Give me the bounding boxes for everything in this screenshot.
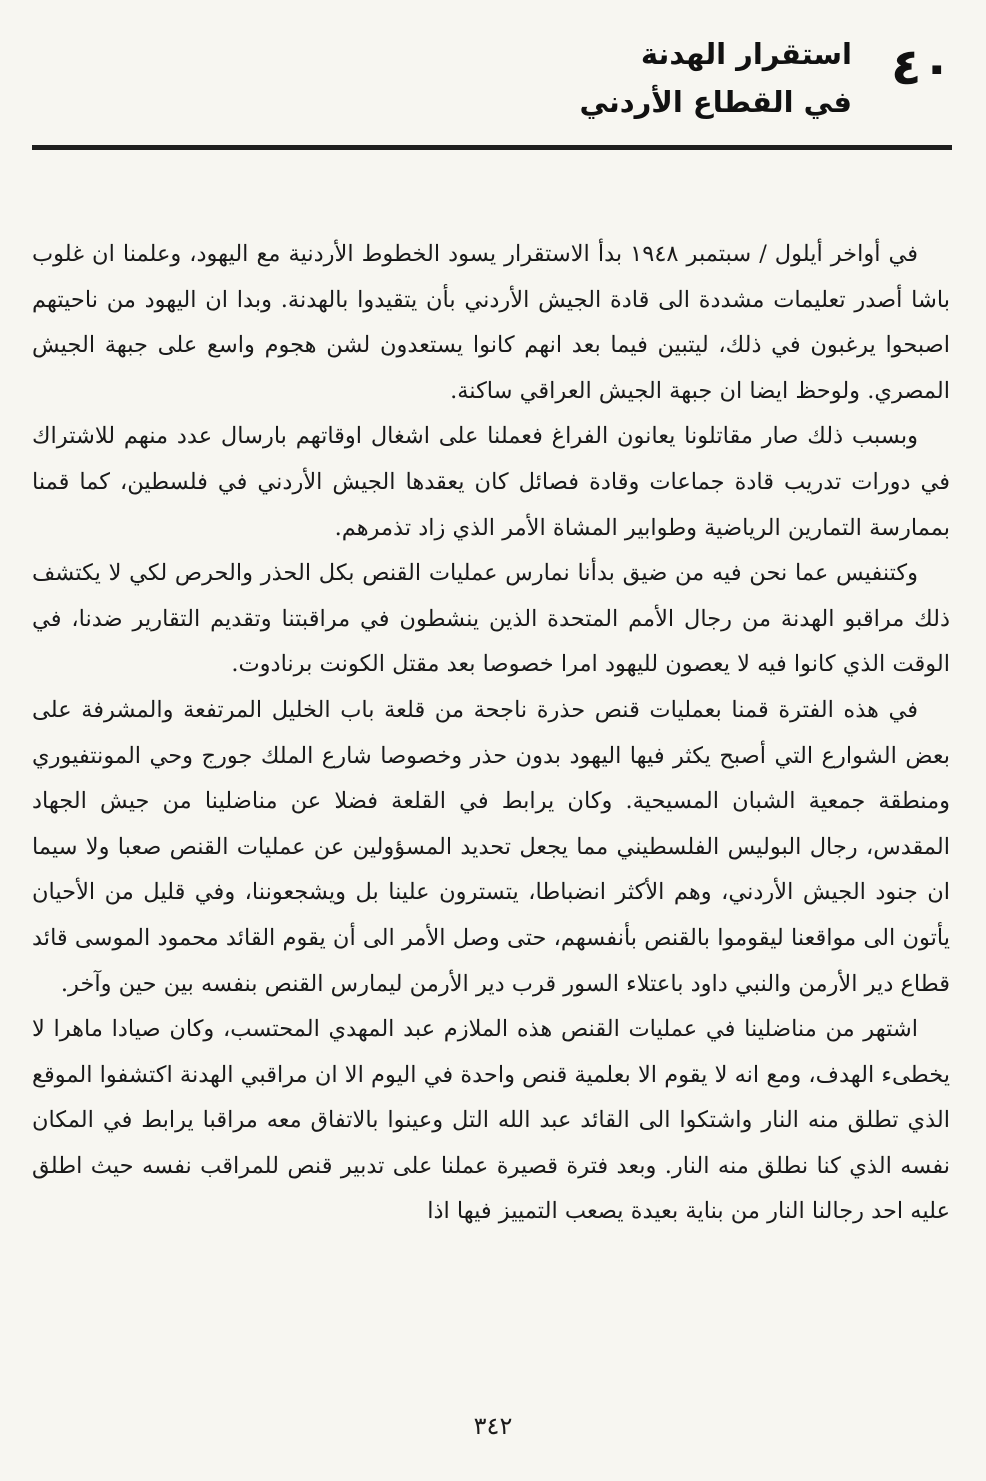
paragraph: وبسبب ذلك صار مقاتلونا يعانون الفراغ فعملنا على اشغال اوقاتهم بارسال عدد منهم للاشتراك في دورات تدريب قادة جماعات وقادة فصائل كان يعقدها الجيش الأردني في فلسطين، كما قمنا بممارسة التمارين الرياضية وطوابير المشاة الأمر الذي زاد تذمرهم. [32,423,950,541]
body-text [32,232,950,1235]
paragraph: في هذه الفترة قمنا بعمليات قنص حذرة ناجحة من قلعة باب الخليل المرتفعة والمشرفة على بعض الشوارع التي أصبح يكثر فيها اليهود بدون حذر وخصوصا شارع الملك جورج وحي المونتفيوري ومنطقة جمعية الشبان المسيحية. وكان يرابط في القلعة فضلا عن مناضلينا من جيش الجهاد المقدس، رجال البوليس الفلسطيني مما يجعل تحديد المسؤولين عن عمليات القنص صعبا ولا سيما ان جنود الجيش الأردني، وهم الأكثر انضباطا، يتسترون علينا بل ويشجعوننا، وفي قليل من الأحيان يأتون الى مواقعنا ليقوموا بالقنص بأنفسهم، حتى وصل الأمر الى أن يقوم القائد محمود الموسى قائد قطاع دير الأرمن والنبي داود باعتلاء السور قرب دير الأرمن ليمارس القنص بنفسه بين حين وآخر. [32,696,950,997]
paragraph: اشتهر من مناضلينا في عمليات القنص هذه الملازم عبد المهدي المحتسب، وكان صيادا ماهرا لا يخطىء الهدف، ومع انه لا يقوم الا بعلمية قنص واحدة في اليوم الا ان مراقبي الهدنة اكتشفوا الموقع الذي تطلق منه النار واشتكوا الى القائد عبد الله التل وعينوا بالاتفاق معه مراقبا يرابط في المكان نفسه الذي كنا نطلق منه النار. وبعد فترة قصيرة عملنا على تدبير قنص للمراقب نفسه حيث اطلق عليه احد رجالنا النار من بناية بعيدة يصعب التمييز فيها اذا [32,1016,950,1225]
header-divider [32,145,952,150]
chapter-number: ٤٠ [890,38,952,96]
page-number: ٣٤٢ [473,1412,513,1440]
chapter-title-line-1: استقرار الهدنة [640,37,852,71]
paragraph: في أواخر أيلول / سبتمبر ١٩٤٨ بدأ الاستقرار يسود الخطوط الأردنية مع اليهود، وعلمنا ان غلوب باشا أصدر تعليمات مشددة الى قادة الجيش الأردني بأن يتقيدوا بالهدنة. وبدا ان اليهود من ناحيتهم اصبحوا يرغبون في ذلك، ليتبين فيما بعد انهم كانوا يستعدون لشن هجوم واسع على جبهة الجيش المصري. ولوحظ ايضا ان جبهة الجيش العراقي ساكنة. [32,241,950,404]
chapter-header [30,20,952,140]
paragraph: وكتنفيس عما نحن فيه من ضيق بدأنا نمارس عمليات القنص بكل الحذر والحرص لكي لا يكتشف ذلك مراقبو الهدنة من رجال الأمم المتحدة الذين ينشطون في مراقبتنا وتقديم التقارير ضدنا، في الوقت الذي كانوا فيه لا يعصون لليهود امرا خصوصا بعد مقتل الكونت برنادوت. [32,560,950,678]
chapter-title [579,30,852,126]
chapter-title-line-2: في القطاع الأردني [579,85,852,119]
